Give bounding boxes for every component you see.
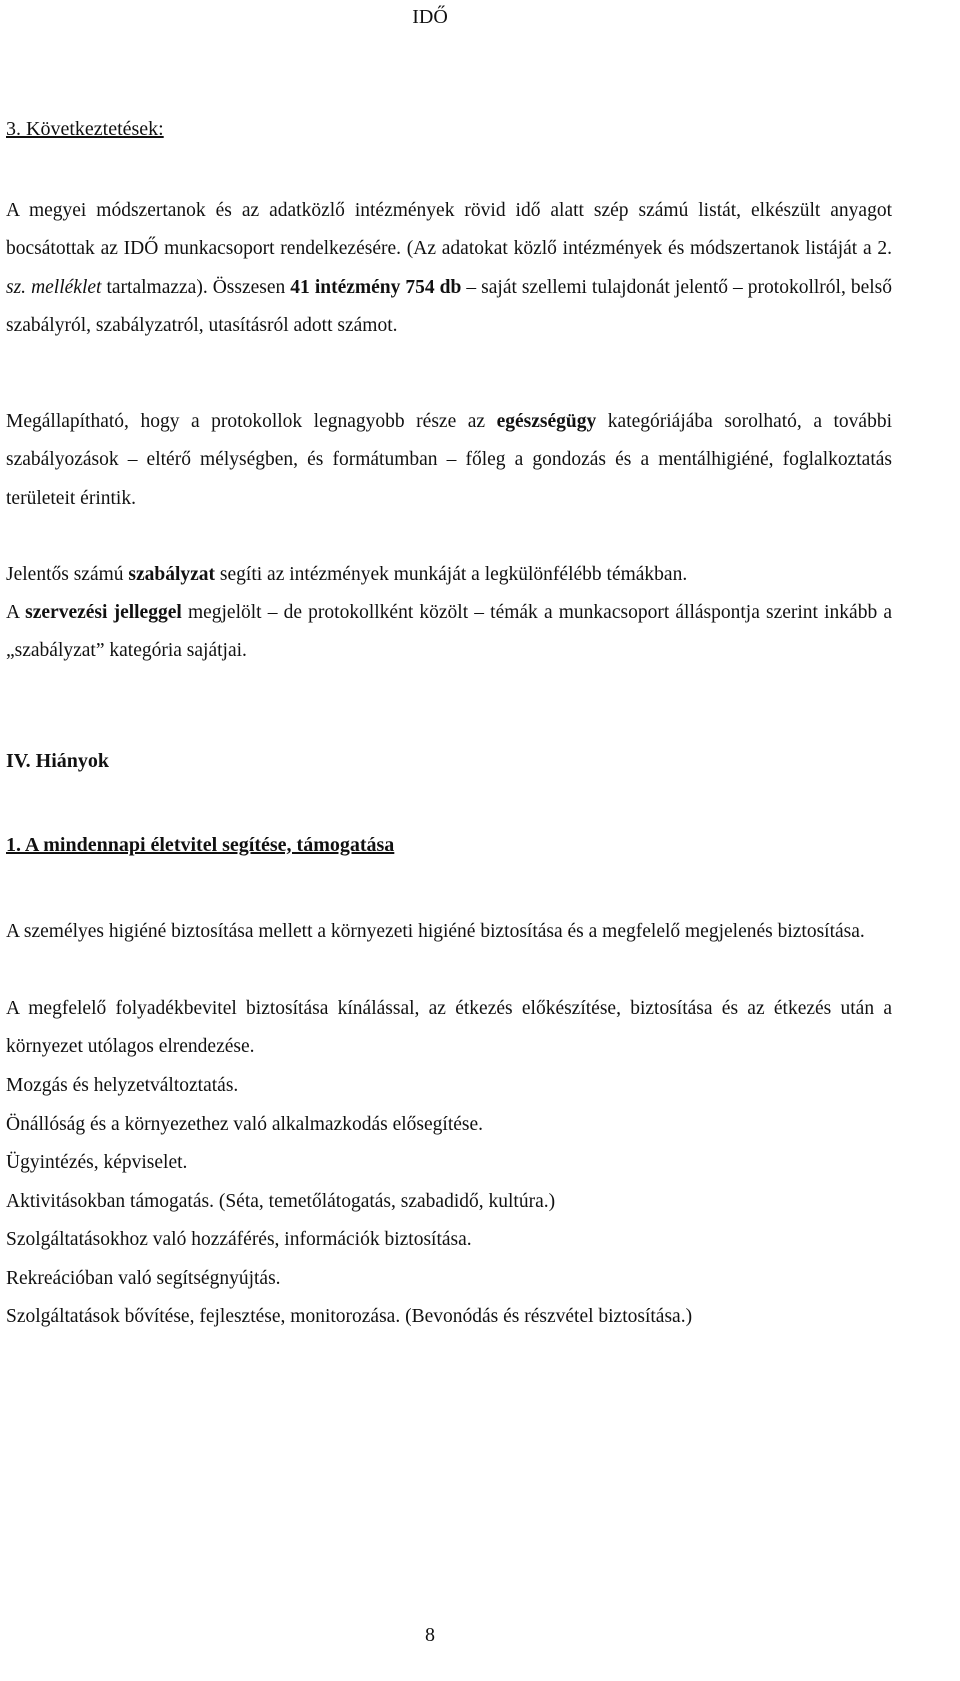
section-title-conclusions: 3. Következtetések:: [6, 118, 164, 140]
text-run: Megállapítható, hogy a protokollok legnagyobb része az: [6, 411, 497, 432]
subsection-title: 1. A mindennapi életvitel segítése, támogatása: [6, 834, 395, 856]
text-run: Jelentős számú: [6, 564, 129, 585]
text-run: megjelölt – de protokollként közölt – témák a munkacsoport álláspontja szerint inkább a „szabályzat” kategória sajátjai.: [6, 602, 892, 662]
deficiencies-paragraph-2: [6, 990, 892, 1067]
list-item: Önállóság és a környezethez való alkalmazkodás elősegítése.: [6, 1114, 484, 1135]
emphasis-healthcare: egészségügy: [496, 411, 597, 432]
list-item: Aktivitásokban támogatás. (Séta, temetőlátogatás, szabadidő, kultúra.): [6, 1191, 556, 1212]
list-item: Szolgáltatásokhoz való hozzáférés, információk biztosítása.: [6, 1229, 472, 1250]
emphasis-regulation: szabályzat: [128, 564, 216, 585]
text-run: segíti az intézmények munkáját a legkülönfélébb témákban.: [215, 564, 688, 585]
conclusions-paragraph-1: [6, 192, 892, 346]
list-item: Mozgás és helyzetváltoztatás.: [6, 1075, 239, 1096]
section-title-deficiencies: IV. Hiányok: [6, 750, 110, 772]
list-item: Rekreációban való segítségnyújtás.: [6, 1268, 281, 1289]
emphasis-organizational: szervezési jelleggel: [25, 602, 182, 623]
conclusions-paragraph-2: [6, 403, 892, 518]
deficiencies-paragraph-1: [6, 913, 892, 951]
text-run: A megfelelő folyadékbevitel biztosítása kínálással, az étkezés előkészítése, biztosítása és az étkezés után a környezet utólagos elrendezése.: [6, 998, 892, 1058]
text-run: tartalmazza). Összesen: [101, 276, 291, 298]
annex-reference: sz. melléklet: [6, 276, 102, 298]
text-run: – saját szellemi tulajdonát jelentő – protokollról, belső szabályról, szabályzatról, utasításról adott számot.: [6, 276, 892, 337]
page-header: IDŐ: [412, 6, 448, 28]
page-number: 8: [425, 1624, 435, 1646]
list-item: Ügyintézés, képviselet.: [6, 1152, 188, 1173]
conclusions-paragraph-3: [6, 556, 892, 594]
conclusions-paragraph-4: [6, 594, 892, 671]
text-run: A személyes higiéné biztosítása mellett a környezeti higiéné biztosítása és a megfelelő megjelenés biztosítása.: [6, 921, 865, 942]
text-run: kategóriájába sorolható, a további szabályozások – eltérő mélységben, és formátumban – főleg a gondozás és a mentálhigiéné, foglalkoztatás területeit érintik.: [6, 411, 892, 509]
emphasis-count: 41 intézmény 754 db: [290, 276, 462, 298]
text-run: A: [6, 602, 26, 623]
list-item: Szolgáltatások bővítése, fejlesztése, monitorozása. (Bevonódás és részvétel biztosítása.): [6, 1306, 693, 1327]
text-run: A megyei módszertanok és az adatközlő intézmények rövid idő alatt szép számú listát, elkészült anyagot bocsátottak az IDŐ munkacsoport rendelkezésére. (Az adatokat közlő intézmények és módszertanok listáját a 2.: [6, 200, 892, 260]
